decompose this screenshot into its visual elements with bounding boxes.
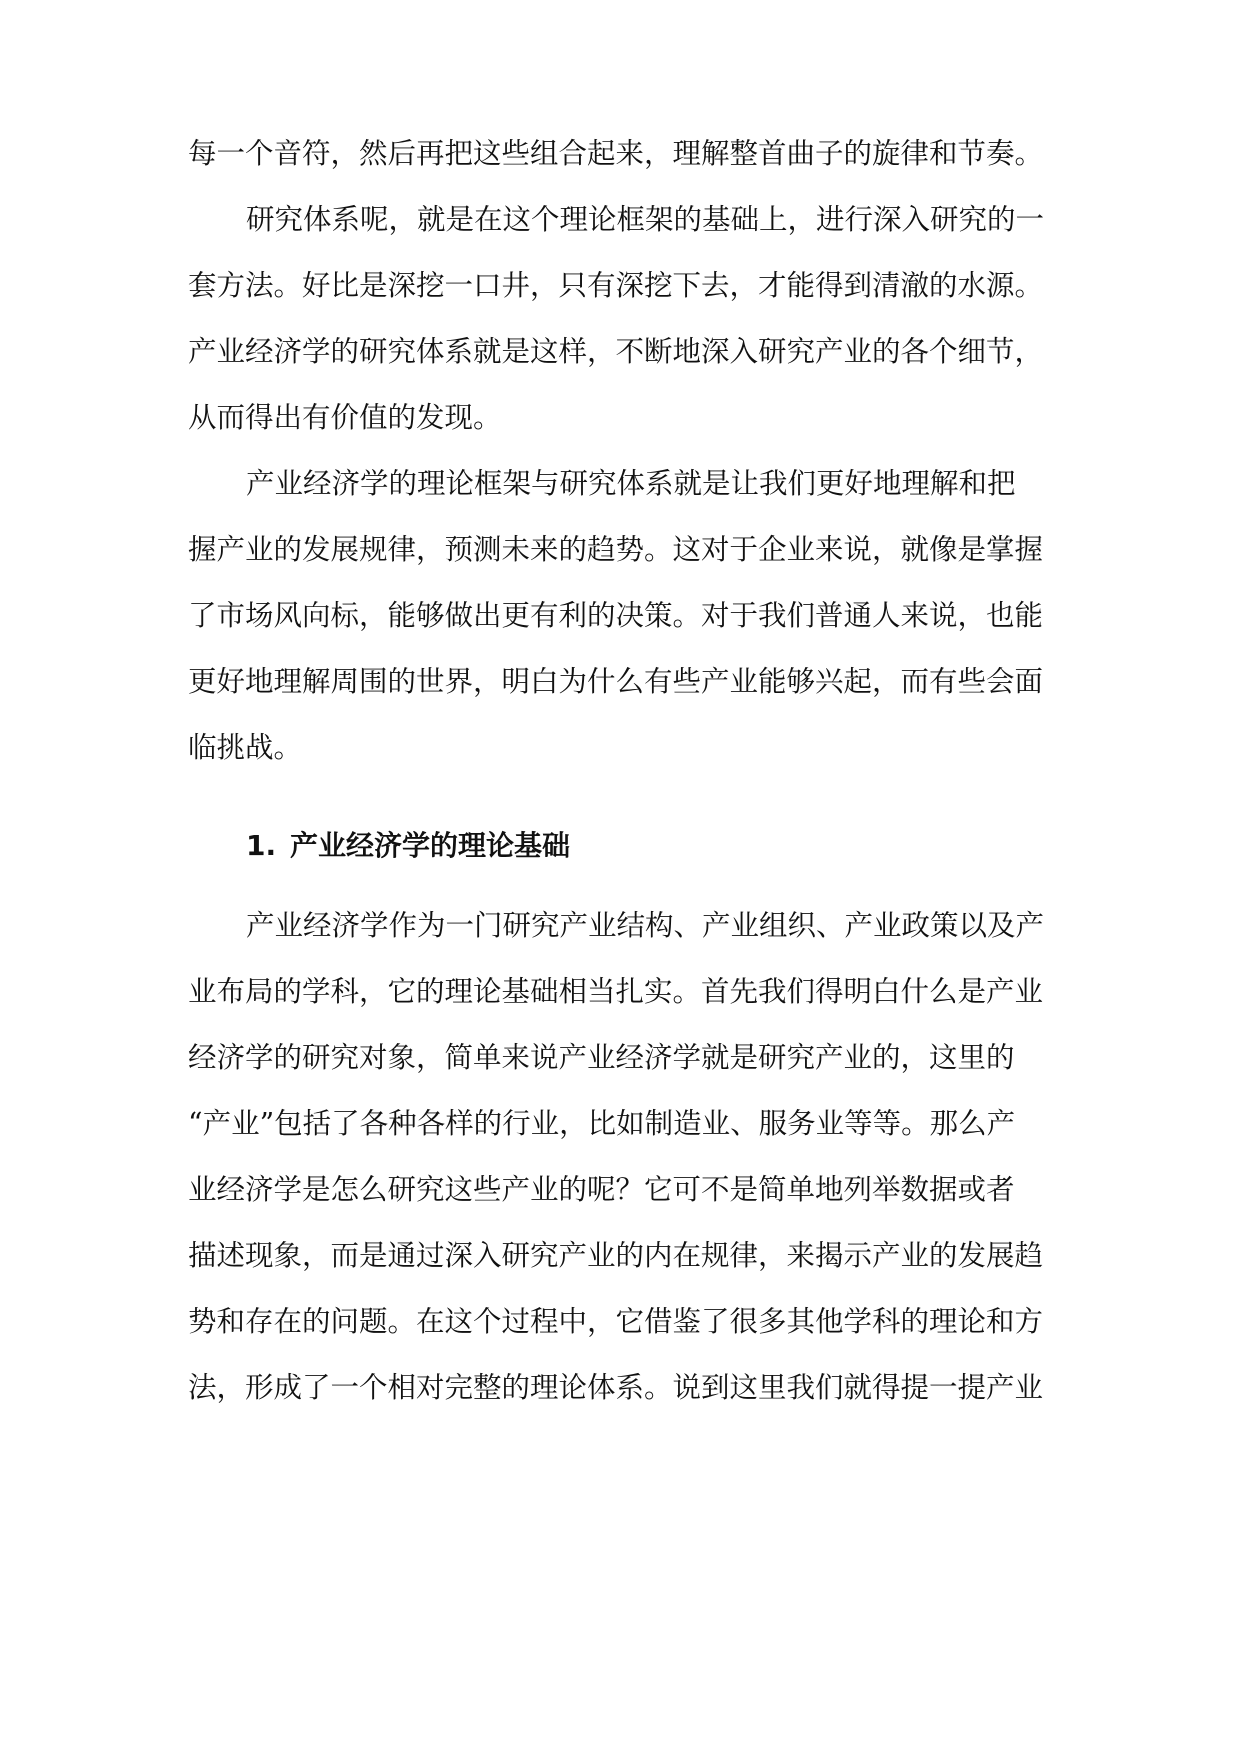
paragraph-line: 套方法。好比是深挖一口井，只有深挖下去，才能得到清澈的水源。 [188,269,1044,302]
paragraph-line: 产业经济学的理论框架与研究体系就是让我们更好地理解和把 [246,467,1016,500]
section-heading [246,826,570,866]
paragraph-line: 产业经济学的研究体系就是这样，不断地深入研究产业的各个细节， [188,335,1044,368]
paragraph-line: 更好地理解周围的世界，明白为什么有些产业能够兴起，而有些会面 [188,665,1044,698]
paragraph-line: 描述现象，而是通过深入研究产业的内在规律，来揭示产业的发展趋 [188,1239,1044,1272]
paragraph-line: 产业经济学作为一门研究产业结构、产业组织、产业政策以及产 [246,909,1045,942]
paragraph-line: 法，形成了一个相对完整的理论体系。说到这里我们就得提一提产业 [188,1371,1044,1404]
paragraph-line: 业布局的学科，它的理论基础相当扎实。首先我们得明白什么是产业 [188,975,1044,1008]
paragraph-line: 每一个音符，然后再把这些组合起来，理解整首曲子的旋律和节奏。 [188,137,1044,170]
section-title: 产业经济学的理论基础 [290,829,571,862]
section-number: 1. [246,829,277,862]
paragraph-line: “产业”包括了各种各样的行业，比如制造业、服务业等等。那么产 [188,1107,1016,1140]
paragraph-line: 经济学的研究对象，简单来说产业经济学就是研究产业的，这里的 [188,1041,1015,1074]
paragraph-line: 研究体系呢，就是在这个理论框架的基础上，进行深入研究的一 [246,203,1045,236]
paragraph-line: 从而得出有价值的发现。 [188,401,502,434]
paragraph-line: 势和存在的问题。在这个过程中，它借鉴了很多其他学科的理论和方 [188,1305,1044,1338]
paragraph-line: 了市场风向标，能够做出更有利的决策。对于我们普通人来说，也能 [188,599,1044,632]
paragraph-line: 临挑战。 [188,731,303,764]
paragraph-line: 业经济学是怎么研究这些产业的呢？它可不是简单地列举数据或者 [188,1173,1015,1206]
paragraph-line: 握产业的发展规律，预测未来的趋势。这对于企业来说，就像是掌握 [188,533,1044,566]
